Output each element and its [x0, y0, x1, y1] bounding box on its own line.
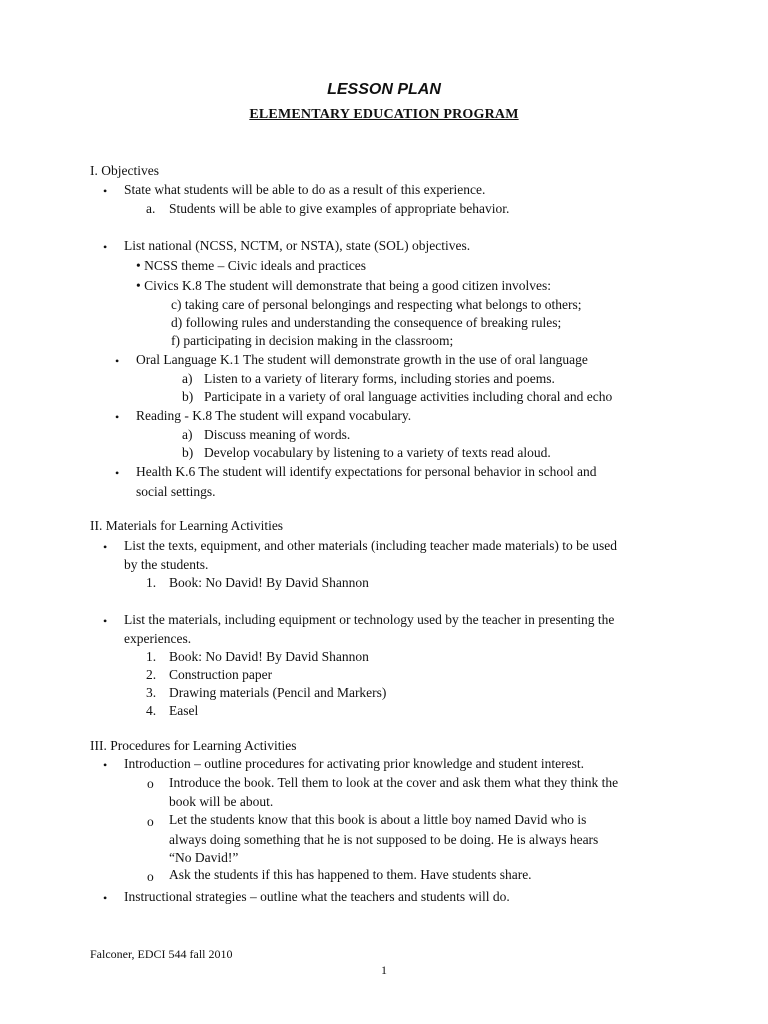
student-material-1: Book: No David! By David Shannon [169, 575, 369, 590]
bullet-icon: • [103, 614, 108, 628]
teacher-material-4: Easel [169, 703, 199, 718]
oral-language-objective: Oral Language K.1 The student will demonstrate growth in the use of oral language [136, 352, 588, 367]
page-number: 1 [381, 963, 387, 977]
intro-step-2-line-2: always doing something that he is not supposed to be doing. He is always hears [169, 832, 599, 847]
materials-bullet-2-line-1: List the materials, including equipment or technology used by the teacher in presenting the [124, 612, 615, 627]
oral-item-a: Listen to a variety of literary forms, including stories and poems. [204, 371, 555, 386]
objective-sub-a: Students will be able to give examples of appropriate behavior. [169, 201, 510, 216]
document-title: LESSON PLAN [327, 81, 441, 98]
reading-objective: Reading - K.8 The student will expand vocabulary. [136, 408, 412, 423]
ncss-theme: • NCSS theme – Civic ideals and practices [136, 258, 367, 273]
bullet-icon: • [115, 410, 120, 424]
section-heading-materials: II. Materials for Learning Activities [90, 518, 284, 533]
civics-objective: • Civics K.8 The student will demonstrate that being a good citizen involves: [136, 278, 552, 293]
health-objective-line-2: social settings. [136, 484, 216, 499]
materials-bullet-2-line-2: experiences. [124, 631, 192, 646]
teacher-material-1: Book: No David! By David Shannon [169, 649, 369, 664]
bullet-icon: • [103, 540, 108, 554]
circle-bullet-icon: o [147, 869, 154, 884]
objective-bullet-2: List national (NCSS, NCTM, or NSTA), state (SOL) objectives. [124, 238, 471, 253]
intro-step-1-line-1: Introduce the book. Tell them to look at the cover and ask them what they think the [169, 775, 619, 790]
materials-bullet-1-line-2: by the students. [124, 557, 209, 572]
health-objective-line-1: Health K.6 The student will identify expectations for personal behavior in school and [136, 464, 597, 479]
civics-item-d: d) following rules and understanding the consequence of breaking rules; [171, 315, 562, 330]
section-heading-objectives: I. Objectives [90, 163, 159, 178]
list-marker: b) [182, 389, 194, 404]
bullet-icon: • [103, 891, 108, 905]
list-marker: 4. [146, 703, 157, 718]
materials-bullet-1-line-1: List the texts, equipment, and other materials (including teacher made materials) to be used [124, 538, 617, 553]
list-marker: a) [182, 371, 193, 386]
list-marker: a) [182, 427, 193, 442]
bullet-icon: • [103, 184, 108, 198]
bullet-icon: • [103, 758, 108, 772]
bullet-icon: • [115, 354, 120, 368]
document-footer: Falconer, EDCI 544 fall 2010 [90, 947, 233, 961]
intro-step-2-line-3: “No David!” [169, 850, 239, 865]
list-marker: 3. [146, 685, 157, 700]
intro-step-1-line-2: book will be about. [169, 794, 274, 809]
document-subtitle: ELEMENTARY EDUCATION PROGRAM [249, 107, 519, 122]
section-heading-procedures: III. Procedures for Learning Activities [90, 738, 297, 753]
list-marker: a. [146, 201, 156, 216]
reading-item-b: Develop vocabulary by listening to a variety of texts read aloud. [204, 445, 551, 460]
circle-bullet-icon: o [147, 776, 154, 791]
list-marker: b) [182, 445, 194, 460]
oral-item-b: Participate in a variety of oral language activities including choral and echo [204, 389, 613, 404]
introduction-bullet: Introduction – outline procedures for activating prior knowledge and student interest. [124, 756, 584, 771]
objective-bullet-1: State what students will be able to do as a result of this experience. [124, 182, 486, 197]
teacher-material-3: Drawing materials (Pencil and Markers) [169, 685, 387, 700]
civics-item-f: f) participating in decision making in the classroom; [171, 333, 454, 348]
list-marker: 2. [146, 667, 157, 682]
list-marker: 1. [146, 575, 157, 590]
civics-item-c: c) taking care of personal belongings and respecting what belongs to others; [171, 297, 582, 312]
intro-step-2-line-1: Let the students know that this book is about a little boy named David who is [169, 812, 587, 827]
circle-bullet-icon: o [147, 814, 154, 829]
list-marker: 1. [146, 649, 157, 664]
instructional-strategies-bullet: Instructional strategies – outline what the teachers and students will do. [124, 889, 510, 904]
bullet-icon: • [103, 240, 108, 254]
intro-step-3: Ask the students if this has happened to them. Have students share. [169, 867, 532, 882]
bullet-icon: • [115, 466, 120, 480]
reading-item-a: Discuss meaning of words. [204, 427, 351, 442]
teacher-material-2: Construction paper [169, 667, 273, 682]
